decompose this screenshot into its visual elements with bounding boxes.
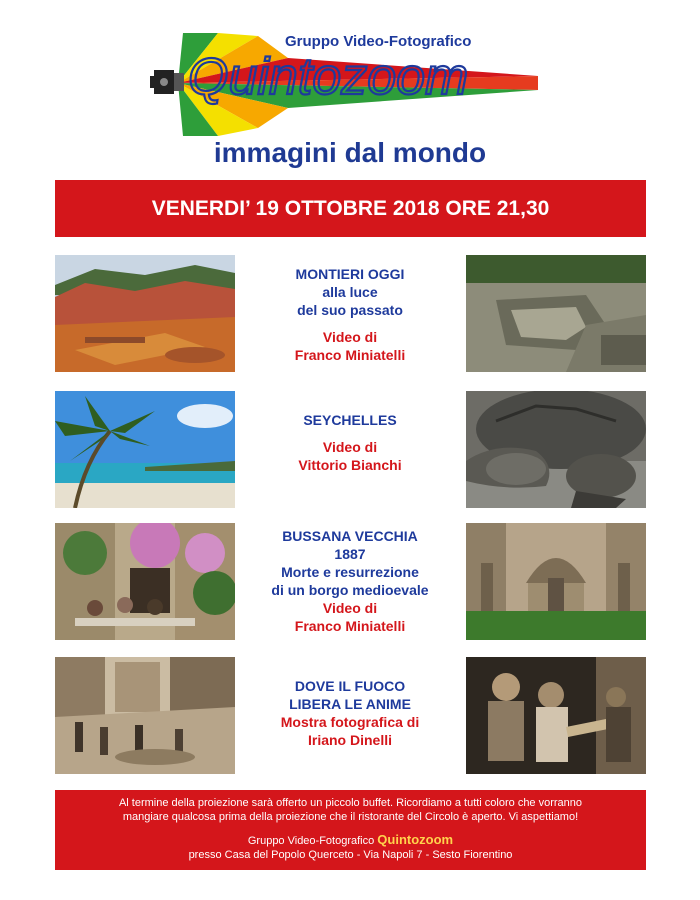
event-credit-line: Franco Miniatelli bbox=[294, 618, 406, 634]
event-seychelles bbox=[245, 411, 455, 474]
event-credit-line: Vittorio Bianchi bbox=[298, 457, 402, 473]
footer-org bbox=[55, 833, 646, 848]
event-title-line: MONTIERI OGGI bbox=[295, 266, 405, 282]
logo-word: Quintozoom bbox=[188, 48, 469, 106]
event-credit-line: Video di bbox=[322, 439, 378, 455]
event-credit-line: Video di bbox=[322, 329, 378, 345]
photo-bussana-church bbox=[466, 523, 646, 640]
page-headline: immagini dal mondo bbox=[213, 137, 487, 168]
date-banner: VENERDI’ 19 OTTOBRE 2018 ORE 21,30 bbox=[55, 180, 646, 237]
event-title-line: SEYCHELLES bbox=[303, 412, 397, 428]
photo-fuoco-ghat bbox=[55, 657, 235, 774]
event-title-line: del suo passato bbox=[297, 302, 403, 318]
photo-montieri-ruins bbox=[466, 255, 646, 372]
group-name: Gruppo Video-Fotografico bbox=[285, 33, 472, 50]
event-credit-line: Video di bbox=[322, 600, 378, 616]
event-credit-line: Mostra fotografica di bbox=[280, 714, 420, 730]
event-bussana bbox=[245, 527, 455, 635]
event-title-line: BUSSANA VECCHIA bbox=[282, 528, 418, 544]
event-title-line: Morte e resurrezione bbox=[281, 564, 419, 580]
footer-org-prefix: Gruppo Video-Fotografico bbox=[247, 835, 375, 847]
photo-seychelles-tortoise bbox=[466, 391, 646, 508]
event-credit-line: Iriano Dinelli bbox=[307, 732, 392, 748]
photo-bussana-street bbox=[55, 523, 235, 640]
footer-address: presso Casa del Popolo Querceto - Via Napoli 7 - Sesto Fiorentino bbox=[188, 849, 513, 861]
footer-banner bbox=[55, 790, 646, 870]
event-title-line: alla luce bbox=[322, 284, 378, 300]
footer-notice-line: mangiare qualcosa prima della proiezione che il ristorante del Circolo è aperto. Vi aspettiamo! bbox=[122, 811, 579, 823]
event-fuoco bbox=[245, 677, 455, 749]
footer-org-name: Quintozoom bbox=[377, 832, 454, 847]
event-credit-line: Franco Miniatelli bbox=[294, 347, 406, 363]
event-title-line: di un borgo medioevale bbox=[271, 582, 429, 598]
event-montieri bbox=[245, 265, 455, 364]
event-title-line: 1887 bbox=[334, 546, 366, 562]
photo-seychelles-beach bbox=[55, 391, 235, 508]
event-title-line: DOVE IL FUOCO bbox=[294, 678, 406, 694]
footer-notice-line: Al termine della proiezione sarà offerto un piccolo buffet. Ricordiamo a tutti coloro che vorranno bbox=[118, 797, 583, 809]
event-title-line: LIBERA LE ANIME bbox=[289, 696, 411, 712]
photo-montieri-landscape bbox=[55, 255, 235, 372]
photo-fuoco-portrait bbox=[466, 657, 646, 774]
